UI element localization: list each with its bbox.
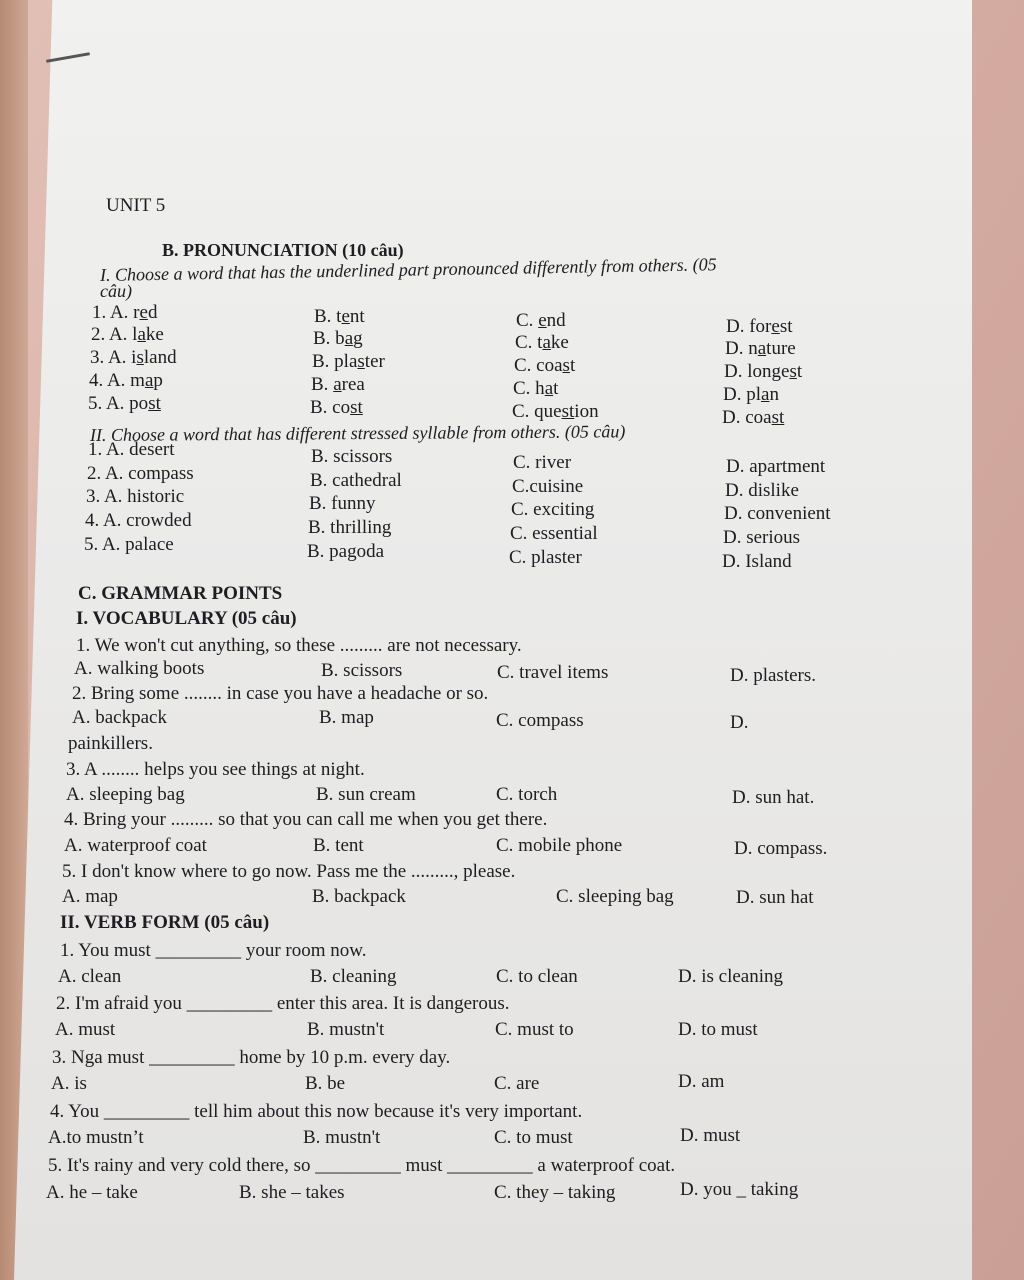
section2-instruction: II. Choose a word that has different stressed syllable from others. (05 câu) — [89, 421, 626, 445]
verb-q5-option-C: C. they – taking — [494, 1182, 616, 1203]
pron1-q2-option-C: C. take — [515, 332, 569, 353]
vocab-q3-option-C: C. torch — [496, 784, 558, 805]
verb-q1-option-A: A. clean — [58, 966, 122, 987]
vocab-q4-option-A: A. waterproof coat — [64, 835, 207, 856]
pron2-q5-option-B: B. pagoda — [307, 541, 385, 562]
pron1-q3-option-B: B. plaster — [312, 351, 385, 372]
verb-question-1: 1. You must _________ your room now. — [60, 940, 367, 961]
verb-q4-option-C: C. to must — [494, 1127, 573, 1148]
underlined-part: a — [757, 338, 767, 359]
vocab-q3-option-A: A. sleeping bag — [66, 784, 185, 805]
underlined-part: s — [789, 361, 797, 382]
pron1-q1-option-A: 1. A. red — [92, 302, 158, 323]
pron2-q1-option-D: D. apartment — [726, 456, 826, 477]
pron2-q5-option-A: 5. A. palace — [84, 534, 174, 555]
verb-q3-option-D: D. am — [678, 1071, 725, 1092]
vocab-q1-option-B: B. scissors — [321, 660, 403, 681]
verb-q3-option-B: B. be — [305, 1073, 346, 1094]
vocab-question-5: 5. I don't know where to go now. Pass me the ........., please. — [62, 861, 516, 882]
underlined-part: a — [544, 378, 554, 399]
unit-title: UNIT 5 — [106, 195, 166, 216]
pron1-q1-option-B: B. tent — [314, 306, 365, 327]
vocab-q1-option-C: C. travel items — [497, 662, 609, 683]
verb-question-2: 2. I'm afraid you _________ enter this area. It is dangerous. — [56, 993, 510, 1014]
vocab-q3-option-D: D. sun hat. — [732, 787, 815, 808]
vocab-question-1: 1. We won't cut anything, so these ......... are not necessary. — [76, 635, 522, 656]
pron2-q2-option-A: 2. A. compass — [87, 463, 194, 484]
verb-form-heading: II. VERB FORM (05 câu) — [60, 912, 270, 933]
pron1-q5-option-D: D. coast — [722, 407, 785, 428]
pron2-q1-option-B: B. scissors — [311, 446, 393, 467]
vocab-q2-option-D: D. — [730, 712, 749, 733]
pronunciation-heading: B. PRONUNCIATION (10 câu) — [162, 240, 404, 260]
vocab-q3-option-B: B. sun cream — [316, 784, 416, 805]
underlined-part: st — [561, 401, 575, 422]
verb-q1-option-D: D. is cleaning — [678, 966, 784, 987]
underlined-part: e — [771, 316, 780, 337]
section1-instruction: I. Choose a word that has the underlined part pronounced differently from others. (05 — [99, 254, 717, 285]
underlined-part: s — [562, 355, 570, 376]
pron1-q3-option-C: C. coast — [514, 355, 576, 376]
vocab-q5-option-C: C. sleeping bag — [556, 886, 674, 907]
vocab-q2-option-A: A. backpack — [72, 707, 167, 728]
pron2-q4-option-C: C. essential — [510, 523, 598, 544]
verb-q5-option-B: B. she – takes — [239, 1182, 345, 1203]
pron1-q2-option-A: 2. A. lake — [91, 324, 164, 345]
section1-instruction-wrap: câu) — [100, 281, 132, 301]
vocab-q4-option-D: D. compass. — [734, 838, 828, 859]
underlined-part: st — [771, 407, 785, 428]
verb-q1-option-B: B. cleaning — [310, 966, 397, 987]
vocab-question-4: 4. Bring your ......... so that you can call me when you get there. — [64, 809, 548, 830]
grammar-heading: C. GRAMMAR POINTS — [78, 583, 283, 604]
underlined-part: a — [333, 374, 342, 395]
underlined-part: st — [350, 397, 363, 418]
pron2-q3-option-A: 3. A. historic — [86, 486, 185, 507]
pron1-q5-option-A: 5. A. post — [88, 393, 161, 414]
vocab-q2-option-C: C. compass — [496, 710, 584, 731]
pron1-q4-option-B: B. area — [311, 374, 365, 395]
underlined-part: a — [761, 384, 770, 405]
pron1-q1-option-D: D. forest — [726, 316, 793, 337]
pron2-q5-option-D: D. Island — [722, 551, 792, 572]
underlined-part: e — [139, 302, 148, 323]
verb-q5-option-A: A. he – take — [46, 1182, 138, 1203]
verb-q4-option-B: B. mustn't — [303, 1127, 381, 1148]
pron2-q2-option-C: C.cuisine — [512, 476, 584, 497]
underlined-part: e — [538, 310, 547, 331]
vocab-question-2: 2. Bring some ........ in case you have a headache or so. — [72, 683, 489, 704]
vocab-q4-option-C: C. mobile phone — [496, 835, 623, 856]
vocabulary-heading: I. VOCABULARY (05 câu) — [76, 608, 297, 629]
underlined-part: a — [344, 328, 354, 349]
pron1-q2-option-B: B. bag — [313, 328, 363, 349]
pron2-q4-option-D: D. serious — [723, 527, 801, 548]
vocab-q5-option-A: A. map — [62, 886, 118, 907]
verb-q2-option-D: D. to must — [678, 1019, 758, 1040]
verb-q2-option-A: A. must — [55, 1019, 116, 1040]
pron2-q2-option-D: D. dislike — [725, 480, 799, 501]
pron2-q4-option-A: 4. A. crowded — [85, 510, 192, 531]
verb-question-5: 5. It's rainy and very cold there, so _________ must _________ a waterproof coat. — [48, 1155, 676, 1176]
verb-q1-option-C: C. to clean — [496, 966, 578, 987]
verb-q2-option-B: B. mustn't — [307, 1019, 385, 1040]
pron1-q3-option-D: D. longest — [724, 361, 803, 382]
pron1-q3-option-A: 3. A. island — [90, 347, 177, 368]
underlined-part: s — [357, 351, 365, 372]
underlined-part: a — [542, 332, 551, 353]
pron2-q3-option-D: D. convenient — [724, 503, 831, 524]
pron2-q3-option-C: C. exciting — [511, 499, 595, 520]
verb-q2-option-C: C. must to — [495, 1019, 574, 1040]
pron1-q1-option-C: C. end — [516, 310, 566, 331]
pron1-q2-option-D: D. nature — [725, 338, 796, 359]
verb-q4-option-D: D. must — [680, 1125, 741, 1146]
pron2-q1-option-C: C. river — [513, 452, 572, 473]
pron1-q5-option-B: B. cost — [310, 397, 363, 418]
vocab-q1-option-A: A. walking boots — [74, 658, 205, 679]
underlined-part: a — [137, 324, 146, 345]
pron2-q1-option-A: 1. A. desert — [88, 439, 175, 460]
pron1-q4-option-A: 4. A. map — [89, 370, 163, 391]
underlined-part: a — [144, 370, 154, 391]
verb-q3-option-C: C. are — [494, 1073, 540, 1094]
underlined-part: s — [136, 347, 144, 368]
vocab-q2-option-B: B. map — [319, 707, 374, 728]
pron1-q4-option-C: C. hat — [513, 378, 559, 399]
pron2-q5-option-C: C. plaster — [509, 547, 582, 568]
vocab-question-3: 3. A ........ helps you see things at night. — [66, 759, 365, 780]
vocab-q4-option-B: B. tent — [313, 835, 364, 856]
vocab-q1-option-D: D. plasters. — [730, 665, 817, 686]
vocab-answer-2-wrap: painkillers. — [68, 733, 153, 754]
verb-q5-option-D: D. you _ taking — [680, 1179, 799, 1200]
verb-question-3: 3. Nga must _________ home by 10 p.m. every day. — [52, 1047, 451, 1068]
pron1-q5-option-C: C. question — [512, 401, 599, 422]
pron2-q2-option-B: B. cathedral — [310, 470, 402, 491]
verb-question-4: 4. You _________ tell him about this now because it's very important. — [50, 1101, 583, 1122]
verb-q4-option-A: A.to mustn’t — [48, 1127, 144, 1148]
pron1-q4-option-D: D. plan — [723, 384, 779, 405]
vocab-q5-option-B: B. backpack — [312, 886, 406, 907]
vocab-q5-option-D: D. sun hat — [736, 887, 814, 908]
pron2-q3-option-B: B. funny — [309, 493, 376, 514]
verb-q3-option-A: A. is — [51, 1073, 87, 1094]
underlined-part: e — [341, 306, 350, 327]
underlined-part: st — [148, 393, 161, 414]
pron2-q4-option-B: B. thrilling — [308, 517, 392, 538]
